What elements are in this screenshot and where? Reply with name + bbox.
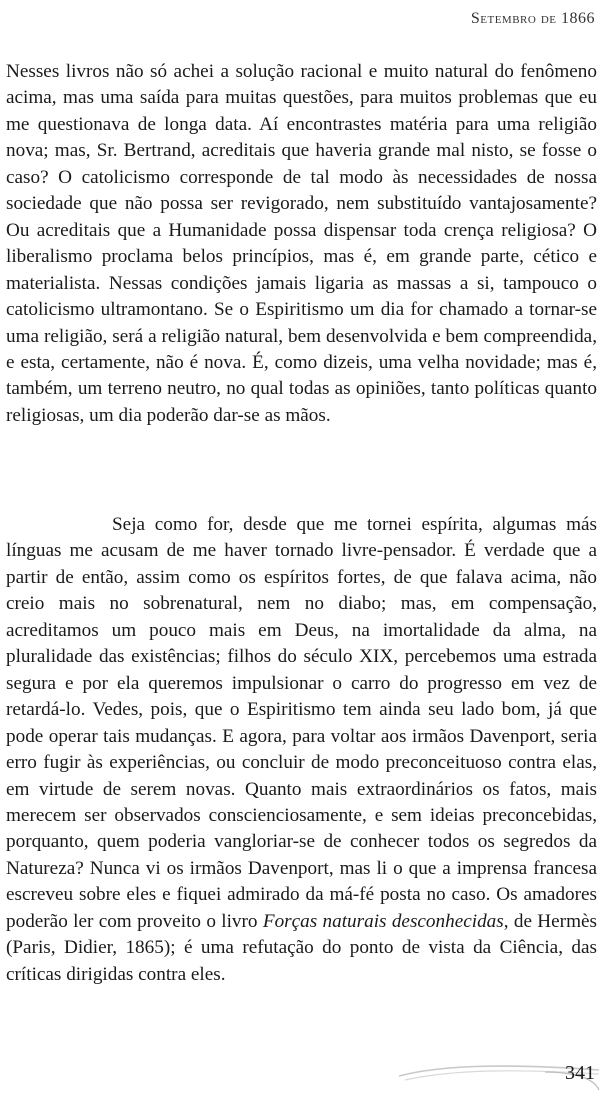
body-paragraph-1 — [6, 59, 597, 429]
paragraph-2-text-end: , de Hermès (Paris, Didier, 1865); é uma refutação do ponto de vista da Ciência, das críticas dirigidas contra eles. — [6, 910, 597, 985]
paragraph-2-text: Seja como for, desde que me tornei espírita, algumas más línguas me acusam de me haver tornado livre-pensador. É verdade que a partir de então, assim como os espíritos fortes, de que falava acima, não creio mais no sobrenatural, nem no diabo; mas, em compensação, acreditamos um pouco mais em Deus, na imortalidade da alma, na pluralidade das existências; filhos do século XIX, percebemos uma estrada segura e por ela queremos impulsionar o carro do progresso em vez de retardá-lo. Vedes, pois, que o Espiritismo tem ainda seu lado bom, já que pode operar tais mudanças. E agora, para voltar aos irmãos Davenport, seria erro fugir às experiências, ou concluir de modo preconceituoso contra elas, em virtude de serem novas. Quanto mais extraordinários os fatos, mais merecem ser observados conscienciosamente, e sem ideias preconcebidas, porquanto, quem poderia vangloriar-se de conhecer todos os segredos da Natureza? Nunca vi os irmãos Davenport, mas li o que a imprensa francesa escreveu sobre eles e fiquei admirado da má-fé posta no caso. Os amadores poderão ler com proveito o livro — [6, 514, 597, 932]
running-header: Setembro de 1866 — [470, 10, 595, 27]
paragraph-1-text: Nesses livros não só achei a solução racional e muito natural do fenômeno acima, mas uma saída para muitas questões, para muitos problemas que eu me questionava de longa data. Aí encontrastes matéria para uma religião nova; mas, Sr. Bertrand, acreditais que haveria grande mal nisto, se fosse o caso? O catolicismo corresponde de tal modo às necessidades de nossa sociedade que não possa ser revigorado, nem substituído vantajosamente? Ou acreditais que a Humanidade possa dispensar toda crença religiosa? O liberalismo proclama belos princípios, mas é, em grande parte, cético e materialista. Nessas condições jamais ligaria as massas a si, tampouco o catolicismo ultramontano. Se o Espiritismo um dia for chamado a tornar-se uma religião, será a religião natural, bem desenvolvida e bem compreendida, e esta, certamente, não é nova. É, como dizeis, uma velha novidade; mas é, também, um terreno neutro, no qual todas as opiniões, tanto políticas quanto religiosas, um dia poderão dar-se as mãos. — [6, 61, 597, 426]
page-number: 341 — [565, 1062, 595, 1084]
body-paragraph-2 — [6, 512, 597, 988]
book-title-italic: Forças naturais desconhecidas — [262, 910, 504, 932]
